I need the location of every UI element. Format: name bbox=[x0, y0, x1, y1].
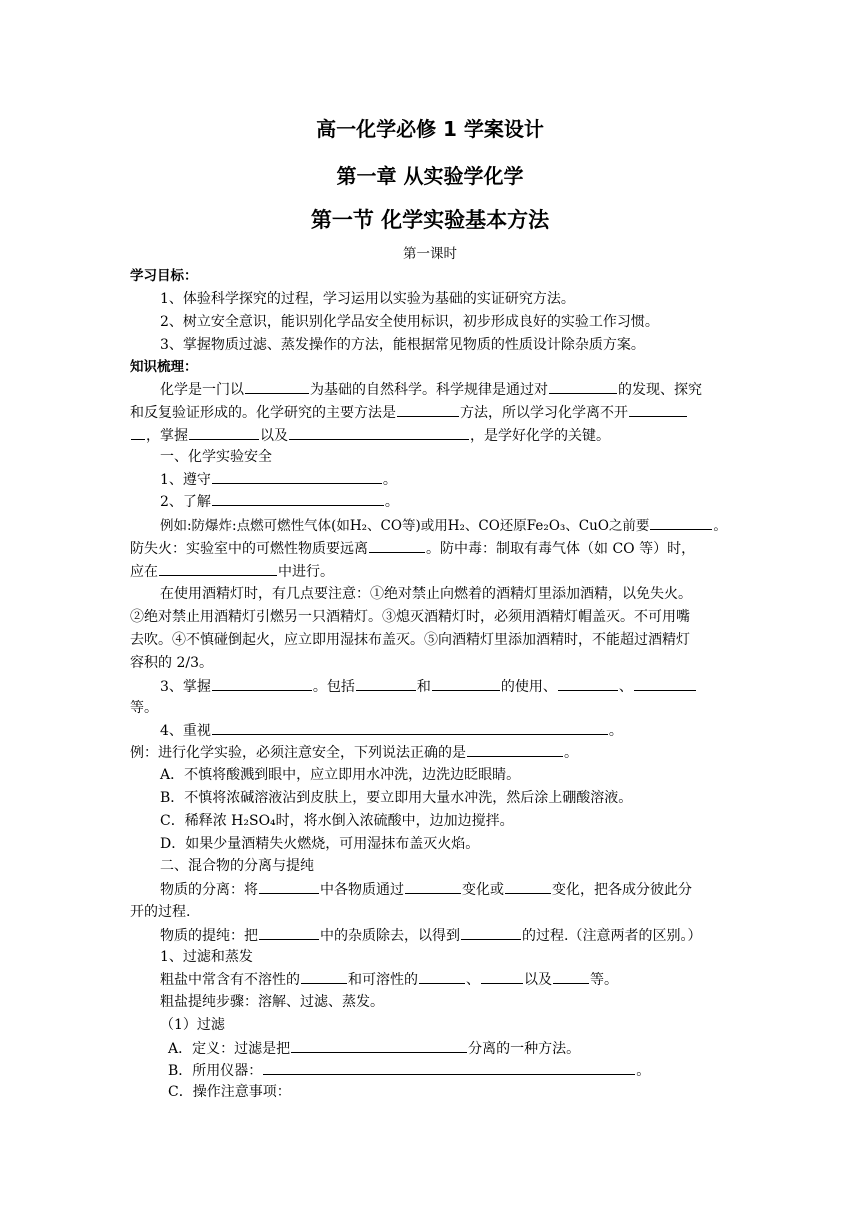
example-1-text-d: 应在 bbox=[130, 564, 158, 580]
objective-3: 3、掌握物质过滤、蒸发操作的方法，能根据常见物质的性质设计除杂质方案。 bbox=[160, 337, 645, 353]
blank[interactable] bbox=[212, 675, 312, 691]
example-question bbox=[130, 741, 578, 764]
example-1-text-a: 例如:防爆炸:点燃可燃性气体(如H₂、CO等)或用H₂、CO还原Fe₂O₃、CuO之前要 bbox=[160, 518, 650, 534]
salt-steps: 粗盐提纯步骤：溶解、过滤、蒸发。 bbox=[160, 994, 384, 1010]
separation-text-b: 中各物质通过 bbox=[320, 882, 404, 898]
alcohol-lamp-line-1: 在使用酒精灯时，有几点要注意：①绝对禁止向燃着的酒精灯里添加酒精，以免失火。 bbox=[160, 586, 692, 602]
option-a: A．不慎将酸溅到眼中，应立即用水冲洗，边洗边眨眼睛。 bbox=[160, 767, 521, 783]
filtration-title: 1、过滤和蒸发 bbox=[160, 949, 253, 965]
option-b: B．不慎将浓碱溶液沾到皮肤上，要立即用大量水冲洗，然后涂上硼酸溶液。 bbox=[160, 790, 633, 806]
filter-subtitle: （1）过滤 bbox=[160, 1017, 225, 1033]
purification-line bbox=[160, 924, 701, 947]
option-d: D．如果少量酒精失火燃烧，可用湿抹布盖灭火焰。 bbox=[160, 836, 480, 852]
knowledge-heading: 知识梳理： bbox=[130, 359, 198, 375]
item-3-text-a: 3、掌握 bbox=[160, 679, 211, 695]
separation-title: 二、混合物的分离与提纯 bbox=[160, 858, 314, 874]
safety-item-1 bbox=[160, 468, 397, 491]
filter-instruments bbox=[168, 1059, 650, 1082]
separation-text-c: 变化或 bbox=[462, 882, 504, 898]
separation-line-2: 开的过程. bbox=[130, 904, 191, 920]
purification-text-a: 物质的提纯：把 bbox=[160, 928, 258, 944]
blank[interactable] bbox=[189, 424, 259, 440]
objectives-heading: 学习目标： bbox=[130, 268, 198, 284]
example-explosion bbox=[160, 514, 727, 537]
blank[interactable] bbox=[356, 675, 416, 691]
filter-definition bbox=[168, 1037, 580, 1060]
objective-1: 1、体验科学探究的过程，学习运用以实验为基础的实证研究方法。 bbox=[160, 291, 575, 307]
purification-text-b: 中的杂质除去，以得到 bbox=[320, 928, 460, 944]
blank[interactable] bbox=[481, 968, 523, 984]
intro-text-e: 方法，所以学习化学离不开 bbox=[460, 405, 628, 421]
section-title: 第一节 化学实验基本方法 bbox=[310, 208, 550, 232]
blank[interactable] bbox=[634, 675, 696, 691]
intro-text-b: 为基础的自然科学。科学规律是通过对 bbox=[310, 382, 548, 398]
salt-text-e: 等。 bbox=[590, 972, 618, 988]
item-2-text: 2、了解 bbox=[160, 494, 211, 510]
alcohol-lamp-line-2: ②绝对禁止用酒精灯引燃另一只酒精灯。③熄灭酒精灯时，必须用酒精灯帽盖灭。不可用嘴 bbox=[130, 609, 690, 625]
salt-text-c: 、 bbox=[466, 972, 480, 988]
lesson-label: 第一课时 bbox=[403, 246, 457, 262]
blank[interactable] bbox=[553, 968, 589, 984]
separation-line-1 bbox=[160, 878, 692, 901]
intro-text-h: ，是学好化学的关键。 bbox=[470, 428, 610, 444]
blank[interactable] bbox=[245, 378, 309, 394]
purification-text-c: 的过程.（注意两者的区别。） bbox=[522, 928, 702, 944]
blank[interactable] bbox=[505, 878, 551, 894]
blank[interactable] bbox=[159, 560, 277, 576]
alcohol-lamp-line-3: 去吹。④不慎碰倒起火，应立即用湿抹布盖灭。⑤向酒精灯里添加酒精时，不能超过酒精灯 bbox=[130, 632, 690, 648]
item-1-text: 1、遵守 bbox=[160, 472, 211, 488]
item-3-text-c: 和 bbox=[416, 679, 431, 695]
blank[interactable] bbox=[467, 741, 563, 757]
blank[interactable] bbox=[291, 1037, 467, 1053]
blank[interactable] bbox=[212, 468, 382, 484]
period: 。 bbox=[382, 472, 397, 488]
alcohol-lamp-line-4: 容积的 2/3。 bbox=[130, 655, 213, 671]
blank[interactable] bbox=[397, 401, 459, 417]
period: 。 bbox=[608, 723, 623, 739]
definition-text-b: 分离的一种方法。 bbox=[468, 1041, 581, 1057]
intro-text-a: 化学是一门以 bbox=[160, 382, 244, 398]
blank[interactable] bbox=[405, 878, 461, 894]
example-1-text-b: 防失火：实验室中的可燃性物质要远离 bbox=[130, 541, 368, 557]
blank[interactable] bbox=[549, 378, 617, 394]
blank[interactable] bbox=[650, 514, 712, 530]
example-1-text-c: 。防中毒：制取有毒气体（如 CO 等）时， bbox=[426, 541, 696, 557]
safety-item-2 bbox=[160, 490, 399, 513]
intro-line-1 bbox=[160, 378, 702, 401]
period: 。 bbox=[564, 745, 578, 761]
intro-text-f: ，掌握 bbox=[146, 428, 188, 444]
document-title: 高一化学必修 1 学案设计 bbox=[316, 117, 544, 141]
salt-text-b: 和可溶性的 bbox=[348, 972, 418, 988]
example-2-text: 例：进行化学实验，必须注意安全，下列说法正确的是 bbox=[130, 745, 466, 761]
blank[interactable] bbox=[369, 537, 425, 553]
item-3-text-b: 。包括 bbox=[312, 679, 355, 695]
salt-text-d: 以及 bbox=[524, 972, 552, 988]
example-1-text-e: 中进行。 bbox=[278, 564, 334, 580]
example-fire bbox=[130, 537, 695, 560]
separation-text-a: 物质的分离：将 bbox=[160, 882, 258, 898]
definition-text-a: A．定义：过滤是把 bbox=[168, 1041, 291, 1057]
safety-item-3 bbox=[160, 675, 697, 698]
blank[interactable] bbox=[432, 675, 500, 691]
instruments-text: B．所用仪器： bbox=[168, 1063, 263, 1079]
period: 。 bbox=[636, 1063, 651, 1079]
blank[interactable] bbox=[259, 878, 319, 894]
blank[interactable] bbox=[212, 490, 384, 506]
salt-text-a: 粗盐中常含有不溶性的 bbox=[160, 972, 300, 988]
blank[interactable] bbox=[301, 968, 347, 984]
intro-text-c: 的发现、探究 bbox=[618, 382, 702, 398]
item-4-text: 4、重视 bbox=[160, 723, 211, 739]
salt-impurities bbox=[160, 968, 618, 991]
safety-item-3-end: 等。 bbox=[130, 700, 158, 716]
example-poison bbox=[130, 560, 334, 583]
blank[interactable] bbox=[289, 424, 469, 440]
blank[interactable] bbox=[558, 675, 618, 691]
filter-notes: C．操作注意事项： bbox=[168, 1084, 291, 1100]
chapter-title: 第一章 从实验学化学 bbox=[336, 164, 524, 188]
blank[interactable] bbox=[263, 1059, 635, 1075]
blank[interactable] bbox=[259, 924, 319, 940]
intro-text-d: 和反复验证形成的。化学研究的主要方法是 bbox=[130, 405, 396, 421]
objective-2: 2、树立安全意识，能识别化学品安全使用标识，初步形成良好的实验工作习惯。 bbox=[160, 314, 659, 330]
intro-line-3 bbox=[130, 424, 610, 447]
intro-line-2 bbox=[130, 401, 688, 424]
period: 。 bbox=[384, 494, 399, 510]
intro-text-g: 以及 bbox=[260, 428, 288, 444]
separation-text-d: 变化，把各成分彼此分 bbox=[552, 882, 692, 898]
safety-title: 一、化学实验安全 bbox=[160, 449, 272, 465]
period: 。 bbox=[713, 518, 727, 534]
blank[interactable] bbox=[419, 968, 465, 984]
blank[interactable] bbox=[629, 401, 687, 417]
safety-item-4 bbox=[160, 719, 623, 742]
item-3-text-e: 、 bbox=[618, 679, 633, 695]
blank[interactable] bbox=[212, 719, 608, 735]
item-3-text-d: 的使用、 bbox=[500, 679, 557, 695]
option-c: C．稀释浓 H₂SO₄时，将水倒入浓硫酸中，边加边搅拌。 bbox=[160, 813, 514, 829]
blank[interactable] bbox=[461, 924, 521, 940]
blank[interactable] bbox=[131, 424, 145, 440]
